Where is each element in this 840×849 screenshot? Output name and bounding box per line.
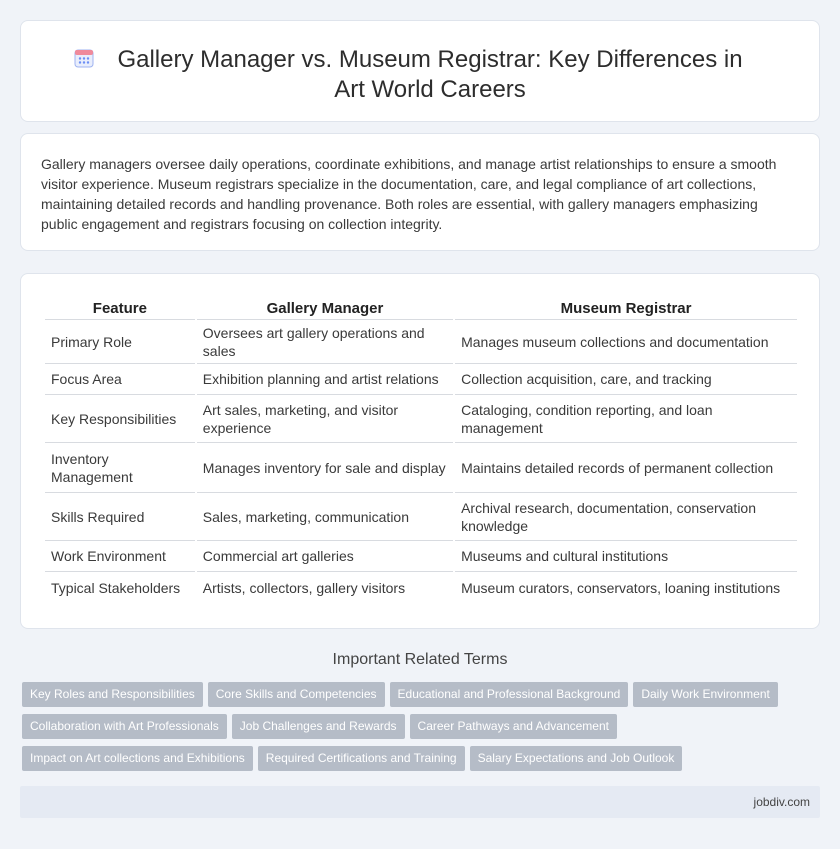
related-terms-heading: Important Related Terms	[332, 651, 508, 668]
related-term-tag[interactable]: Key Roles and Responsibilities	[22, 682, 203, 707]
column-header-feature: Feature	[45, 294, 195, 320]
column-header-gallery-manager: Gallery Manager	[197, 294, 453, 320]
feature-cell: Typical Stakeholders	[51, 579, 181, 596]
feature-cell: Skills Required	[45, 493, 195, 541]
intro-paragraph: Gallery managers oversee daily operations, coordinate exhibitions, and manage artist relationships to ensure a smooth visitor experience. Museum registrars specialize in the documentation, care, and legal compliance of art collections, maintaining detailed records and handling provenance. Both roles are essential, with gallery managers emphasizing public engagement and registrars focusing on collection integrity.	[41, 156, 777, 232]
gallery-manager-cell: Sales, marketing, communication	[197, 493, 453, 541]
museum-registrar-cell: Museums and cultural institutions	[455, 541, 797, 572]
feature-cell: Work Environment	[45, 541, 195, 572]
related-term-tag[interactable]: Salary Expectations and Job Outlook	[470, 746, 683, 771]
feature-cell: Inventory Management	[45, 443, 195, 493]
museum-registrar-cell: Cataloging, condition reporting, and loan management	[455, 395, 797, 443]
comparison-card	[20, 273, 820, 629]
related-term-tag[interactable]: Core Skills and Competencies	[208, 682, 385, 707]
feature-cell: Key Responsibilities	[45, 395, 195, 443]
gallery-manager-cell: Oversees art gallery operations and sales	[197, 320, 453, 364]
footer-bar	[20, 786, 820, 818]
table-row	[45, 572, 797, 603]
related-term-tag[interactable]: Impact on Art collections and Exhibitions	[22, 746, 253, 771]
gallery-manager-cell: Manages inventory for sale and display	[197, 443, 453, 493]
intro-card	[20, 133, 820, 251]
related-term-tag[interactable]: Career Pathways and Advancement	[410, 714, 617, 739]
feature-cell: Focus Area	[45, 364, 195, 395]
museum-registrar-cell: Maintains detailed records of permanent collection	[455, 443, 797, 493]
gallery-manager-cell: Artists, collectors, gallery visitors	[202, 579, 406, 596]
table-row	[45, 395, 797, 443]
table-header-row	[45, 294, 797, 320]
page-title: Gallery Manager vs. Museum Registrar: Key Differences in Art World Careers	[117, 46, 743, 103]
gallery-manager-cell: Commercial art galleries	[197, 541, 453, 572]
table-row	[45, 541, 797, 572]
comparison-table	[43, 294, 799, 603]
footer-site-link[interactable]: jobdiv.com	[753, 795, 810, 809]
table-row	[45, 320, 797, 364]
museum-registrar-cell: Museum curators, conservators, loaning institutions	[461, 579, 781, 596]
related-term-tag[interactable]: Required Certifications and Training	[258, 746, 465, 771]
related-term-tag[interactable]: Collaboration with Art Professionals	[22, 714, 227, 739]
related-terms-list	[22, 682, 812, 778]
museum-registrar-cell: Collection acquisition, care, and tracking	[455, 364, 797, 395]
museum-registrar-cell: Manages museum collections and documentation	[455, 320, 797, 364]
table-row	[45, 443, 797, 493]
header-card	[20, 20, 820, 122]
feature-cell: Primary Role	[45, 320, 195, 364]
related-term-tag[interactable]: Job Challenges and Rewards	[232, 714, 405, 739]
table-row	[45, 493, 797, 541]
gallery-manager-cell: Exhibition planning and artist relations	[197, 364, 453, 395]
column-header-museum-registrar: Museum Registrar	[455, 294, 797, 320]
table-row	[45, 364, 797, 395]
related-term-tag[interactable]: Educational and Professional Background	[390, 682, 629, 707]
related-term-tag[interactable]: Daily Work Environment	[633, 682, 777, 707]
gallery-manager-cell: Art sales, marketing, and visitor experience	[197, 395, 453, 443]
museum-registrar-cell: Archival research, documentation, conservation knowledge	[455, 493, 797, 541]
